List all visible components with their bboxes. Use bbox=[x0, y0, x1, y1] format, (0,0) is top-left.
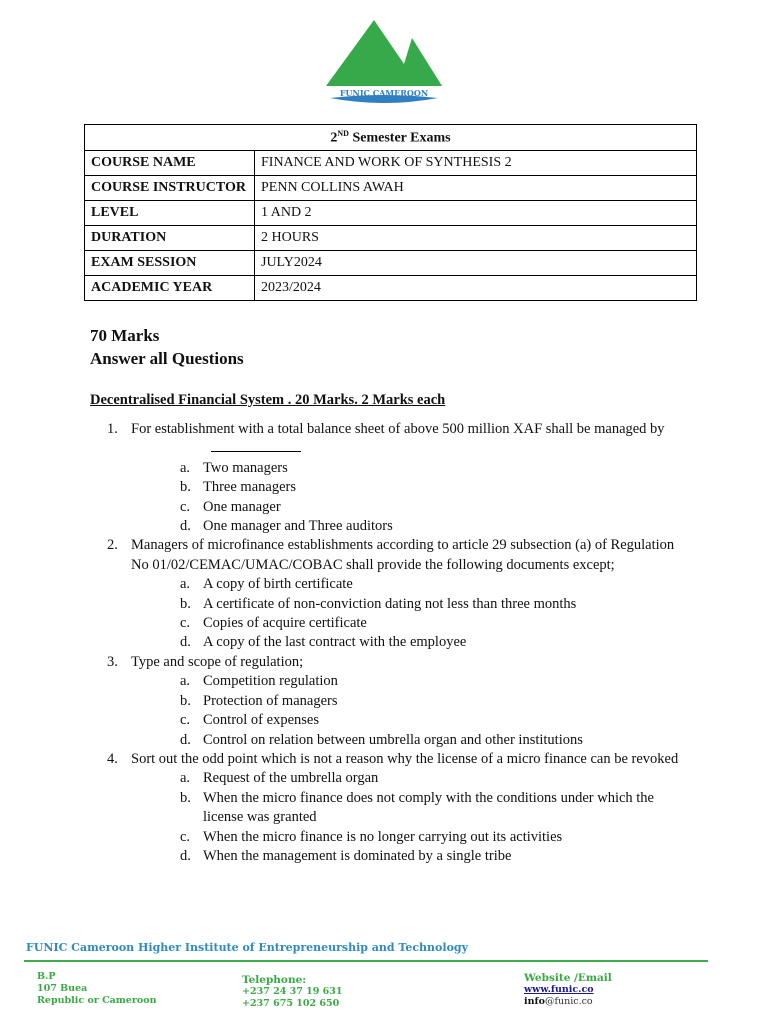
question-list bbox=[90, 420, 690, 866]
option: c. Copies of acquire certificate bbox=[180, 615, 367, 632]
option: b. A certificate of non-conviction dating not less than three months bbox=[180, 595, 577, 612]
row-label: EXAM SESSION bbox=[85, 251, 255, 276]
row-label: COURSE NAME bbox=[85, 151, 255, 176]
question-1 bbox=[90, 420, 690, 459]
question-3 bbox=[90, 653, 690, 672]
mountain-logo-icon bbox=[326, 18, 442, 112]
answer-blank-line bbox=[211, 441, 301, 452]
row-value: 2 HOURS bbox=[255, 226, 697, 251]
instruction: Answer all Questions bbox=[90, 349, 244, 368]
row-label: ACADEMIC YEAR bbox=[85, 276, 255, 301]
option: a. Competition regulation bbox=[180, 673, 338, 690]
option: b. When the micro finance does not comply with the conditions under which the license was granted bbox=[180, 789, 654, 826]
option: d. One manager and Three auditors bbox=[180, 518, 393, 535]
funic-logo bbox=[326, 18, 442, 112]
footer-institute: FUNIC Cameroon Higher Institute of Entrepreneurship and Technology bbox=[26, 941, 468, 954]
row-value: 1 AND 2 bbox=[255, 201, 697, 226]
question-number: 1. bbox=[107, 421, 118, 437]
question-number: 4. bbox=[107, 750, 118, 767]
question-text: Type and scope of regulation; bbox=[131, 653, 304, 670]
option: b. Three managers bbox=[180, 479, 296, 496]
row-value: FINANCE AND WORK OF SYNTHESIS 2 bbox=[255, 151, 697, 176]
table-row bbox=[85, 176, 697, 201]
section-title: Decentralised Financial System . 20 Marks. 2 Marks each bbox=[90, 392, 446, 408]
website-link[interactable]: www.funic.co bbox=[524, 984, 594, 995]
row-value: 2023/2024 bbox=[255, 276, 697, 301]
table-row bbox=[85, 226, 697, 251]
option: a. Two managers bbox=[180, 459, 288, 476]
row-label: COURSE INSTRUCTOR bbox=[85, 176, 255, 201]
question-2 bbox=[90, 536, 690, 575]
question-text: Managers of microfinance establishments according to article 29 subsection (a) of Regulation No 01/02/CEMAC/UMAC/COBAC shall provide the following documents except; bbox=[131, 537, 675, 573]
question-number: 3. bbox=[107, 653, 118, 670]
option: a. A copy of birth certificate bbox=[180, 576, 353, 593]
option: d. Control on relation between umbrella organ and other institutions bbox=[180, 731, 583, 748]
footer-address: B.P 107 Buea Republic or Cameroon bbox=[37, 971, 157, 1006]
total-marks: 70 Marks bbox=[90, 326, 160, 345]
question-text: Sort out the odd point which is not a reason why the license of a micro finance can be revoked bbox=[131, 750, 679, 767]
option: c. Control of expenses bbox=[180, 712, 319, 729]
option: d. When the management is dominated by a single tribe bbox=[180, 847, 512, 864]
row-value: JULY2024 bbox=[255, 251, 697, 276]
row-value: PENN COLLINS AWAH bbox=[255, 176, 697, 201]
option: d. A copy of the last contract with the employee bbox=[180, 634, 467, 651]
question-4 bbox=[90, 750, 690, 769]
table-row bbox=[85, 251, 697, 276]
footer-divider bbox=[24, 960, 708, 962]
option: c. One manager bbox=[180, 498, 281, 515]
footer-web: Website /Email www.funic.co info@funic.co bbox=[524, 972, 612, 1007]
marks-block bbox=[90, 324, 244, 370]
table-heading: 2ND Semester Exams bbox=[85, 125, 697, 151]
option: b. Protection of managers bbox=[180, 692, 338, 709]
option: c. When the micro finance is no longer carrying out its activities bbox=[180, 828, 563, 845]
logo-text: FUNIC CAMEROON bbox=[339, 88, 429, 98]
question-text: For establishment with a total balance sheet of above 500 million XAF shall be managed by bbox=[131, 421, 665, 437]
email-link[interactable]: info@funic.co bbox=[524, 996, 593, 1007]
table-row bbox=[85, 276, 697, 301]
footer-telephone: Telephone: +237 24 37 19 631 +237 675 102 650 bbox=[242, 974, 343, 1009]
exam-info-table bbox=[84, 124, 697, 301]
question-number: 2. bbox=[107, 537, 118, 554]
row-label: LEVEL bbox=[85, 201, 255, 226]
option: a. Request of the umbrella organ bbox=[180, 770, 379, 787]
table-row bbox=[85, 201, 697, 226]
table-row bbox=[85, 151, 697, 176]
row-label: DURATION bbox=[85, 226, 255, 251]
